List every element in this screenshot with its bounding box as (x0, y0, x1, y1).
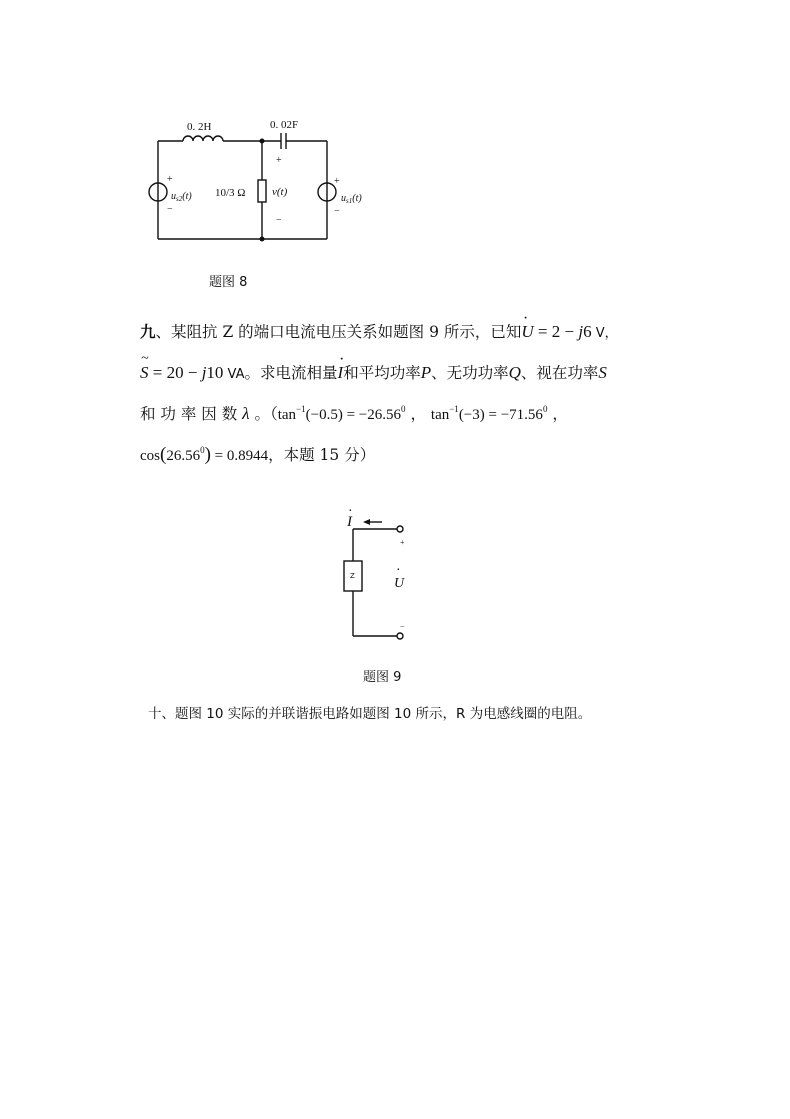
problem-9-line-4: $\cos(26.56^0) = 0.8944$，本题 15 分） (140, 444, 376, 465)
inductor-symbol (183, 136, 223, 141)
terminal-top (397, 526, 403, 532)
us2-minus: − (167, 204, 173, 215)
svg-text:us2(t) (171, 191, 192, 203)
us2-label: u (171, 191, 176, 202)
resistor-symbol (258, 180, 266, 202)
figure-9-caption: 题图 9 (363, 670, 402, 685)
svg-text:·: · (396, 563, 401, 578)
v-minus: − (276, 215, 282, 226)
resistor-label: 10/3 Ω (215, 187, 246, 199)
problem-10-text: 十、题图 10 实际的并联谐振电路如题图 10 所示，R 为电感线圈的电阻。 (148, 706, 592, 722)
voltage-plus: + (400, 538, 405, 547)
voltage-minus: − (400, 622, 405, 631)
v-plus: + (276, 155, 282, 166)
problem-9-line-2: S ~ = 20 − j10 VA。求电流相量I ·和平均功率P、无功功率Q、视在功率S (140, 361, 607, 383)
us1-label: u (341, 193, 346, 204)
problem-9-line-1: 九、某阻抗 Z 的端口电流电压关系如题图 9 所示，已知U · = 2 − j6 V， (140, 320, 618, 342)
problem-9-line-3: 和 功 率 因 数 λ 。（$\tan^{-1}(-0.5) = -26.56^0$ ， $\tan^{-1}(-3) = -71.56^0$ ， (140, 404, 568, 423)
terminal-bottom (397, 633, 403, 639)
us2-plus: + (167, 174, 173, 185)
us2-t: (t) (182, 191, 192, 202)
v-label: v(t) (272, 186, 288, 198)
svg-text:us1(t) (341, 193, 362, 205)
svg-text:·: · (348, 505, 353, 519)
us2-sub: s2 (176, 195, 183, 203)
us1-t: (t) (352, 193, 362, 204)
us1-plus: + (334, 176, 340, 187)
us1-minus: − (334, 206, 340, 217)
circuit-figure-8 (140, 110, 390, 250)
inductor-label: 0. 2H (187, 121, 212, 133)
us1-sub: s1 (346, 197, 353, 205)
circuit-figure-9 (330, 505, 430, 645)
problem-9-number: 九 (140, 322, 156, 341)
figure-8-caption: 题图 8 (209, 275, 248, 290)
voltage-label: U (394, 576, 405, 591)
current-arrow-head (363, 519, 370, 525)
capacitor-label: 0. 02F (270, 119, 299, 131)
impedance-label: Z (350, 572, 355, 580)
current-label: I (347, 514, 352, 530)
